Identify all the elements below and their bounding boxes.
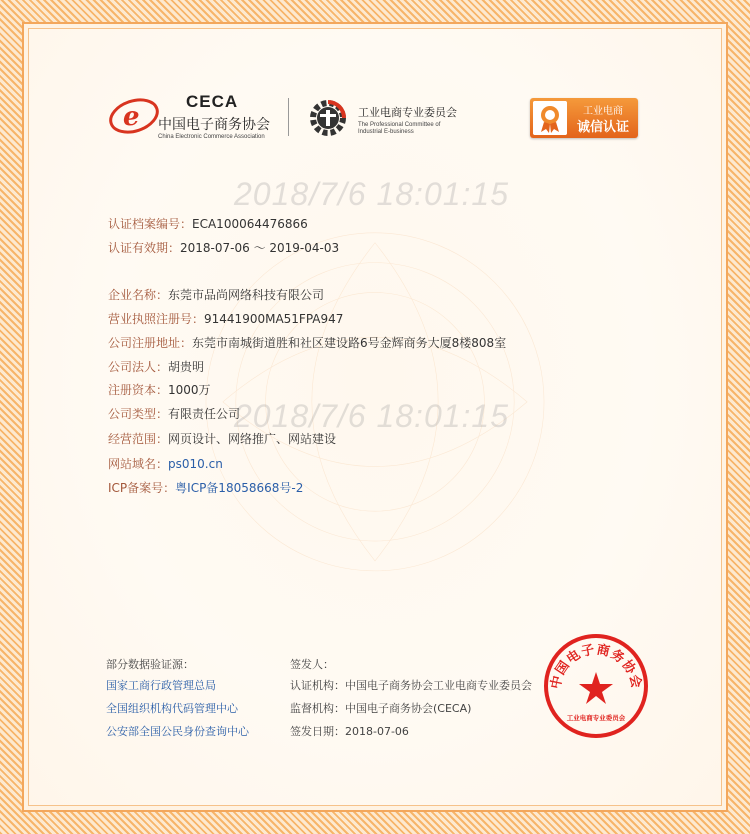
license-row xyxy=(108,310,343,327)
company-name-label: 企业名称： xyxy=(108,288,169,302)
committee-english-line2: Industrial E-business xyxy=(358,129,414,135)
gear-icon xyxy=(306,96,350,140)
source-link[interactable]: 国家工商行政管理总局 xyxy=(106,679,216,692)
supervising-body: 监督机构：中国电子商务协会(CECA) xyxy=(290,702,472,715)
ceca-title: CECA xyxy=(186,92,239,111)
ceca-english-name: China Electronic Commerce Association xyxy=(158,134,265,140)
timestamp-watermark: 2018/7/6 18:01:15 xyxy=(234,176,510,212)
business-scope-value: 网页设计、网络推广、网站建设 xyxy=(168,432,337,446)
company-type-value: 有限责任公司 xyxy=(168,407,241,421)
archive-number-value: ECA100064476866 xyxy=(192,217,308,231)
validity-label: 认证有效期： xyxy=(108,241,181,255)
sources-title: 部分数据验证源： xyxy=(106,658,194,671)
header-divider xyxy=(288,98,289,136)
company-name-value: 东莞市品尚网络科技有限公司 xyxy=(168,288,325,302)
archive-number-label: 认证档案编号： xyxy=(108,217,193,231)
icp-label: ICP备案号： xyxy=(108,481,176,495)
domain-row xyxy=(108,455,223,472)
committee-english-name xyxy=(358,122,440,136)
signer-title: 签发人： xyxy=(290,658,334,671)
legal-person-value: 胡贵明 xyxy=(168,360,205,374)
committee-chinese-name: 工业电商专业委员会 xyxy=(358,106,457,119)
badge-line1: 工业电商 xyxy=(583,106,623,117)
company-type-label: 公司类型： xyxy=(108,407,169,421)
legal-person-label: 公司法人： xyxy=(108,360,169,374)
certifying-body: 认证机构：中国电子商务协会工业电商专业委员会 xyxy=(290,679,532,692)
timestamp-watermark: 2018/7/6 18:01:15 xyxy=(234,398,510,434)
business-scope-label: 经营范围： xyxy=(108,432,169,446)
domain-label: 网站域名： xyxy=(108,457,169,471)
company-name-row xyxy=(108,286,324,303)
capital-row xyxy=(108,381,211,398)
ceca-emblem-icon xyxy=(108,94,164,138)
committee-logo xyxy=(306,96,476,144)
committee-english-line1: The Professional Committee of xyxy=(358,122,441,128)
domain-link[interactable]: ps010.cn xyxy=(168,457,223,471)
certificate-body xyxy=(22,22,728,812)
badge-line2: 诚信认证 xyxy=(576,120,629,135)
capital-value: 1000万 xyxy=(168,383,211,397)
svg-text:中国电子商务协会: 中国电子商务协会 xyxy=(548,642,644,691)
svg-text:工业电商专业委员会: 工业电商专业委员会 xyxy=(566,714,626,722)
archive-number-row xyxy=(108,215,308,232)
license-value: 91441900MA51FPA947 xyxy=(204,312,344,326)
icp-row xyxy=(108,479,303,496)
issue-date: 签发日期：2018-07-06 xyxy=(290,725,409,738)
license-label: 营业执照注册号： xyxy=(108,312,205,326)
source-link[interactable]: 全国组织机构代码管理中心 xyxy=(106,702,238,715)
svg-text:e: e xyxy=(123,102,140,132)
integrity-badge xyxy=(530,98,638,138)
official-seal xyxy=(542,632,650,740)
business-scope-row xyxy=(108,430,336,447)
capital-label: 注册资本： xyxy=(108,383,169,397)
icp-link[interactable]: 粤ICP备18058668号-2 xyxy=(175,481,304,495)
address-row xyxy=(108,334,506,351)
ceca-logo xyxy=(108,92,288,148)
source-link[interactable]: 公安部全国公民身份查询中心 xyxy=(106,725,249,738)
ceca-chinese-name: 中国电子商务协会 xyxy=(158,117,270,133)
address-label: 公司注册地址： xyxy=(108,336,193,350)
validity-row xyxy=(108,239,339,256)
address-value: 东莞市南城街道胜和社区建设路6号金辉商务大厦8楼808室 xyxy=(192,336,507,350)
certificate-ribbon-icon xyxy=(533,101,567,135)
legal-person-row xyxy=(108,358,204,375)
company-type-row xyxy=(108,405,240,422)
validity-value: 2018-07-06 ～ 2019-04-03 xyxy=(180,241,340,255)
